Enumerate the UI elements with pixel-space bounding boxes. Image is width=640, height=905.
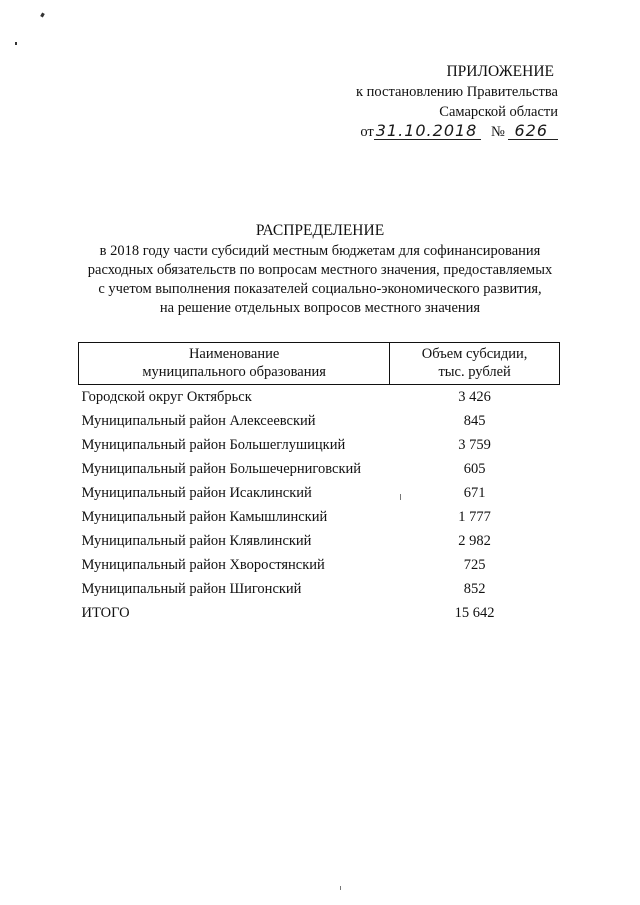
row-municipality: Муниципальный район Камышлинский (81, 509, 328, 525)
row-municipality: Муниципальный район Большечерниговский (81, 461, 362, 477)
appendix-line-resolution: к постановлению Правительства (356, 84, 558, 100)
handwritten-date: 31.10.2018 (374, 123, 482, 140)
row-amount: 725 (463, 557, 486, 573)
row-amount: 2 982 (458, 533, 491, 549)
total-label: ИТОГО (81, 605, 130, 621)
scan-speck (40, 13, 45, 18)
row-municipality: Муниципальный район Шигонский (81, 581, 302, 597)
table-row (79, 529, 560, 553)
row-municipality: Муниципальный район Клявлинский (81, 533, 312, 549)
row-amount: 671 (463, 485, 486, 501)
appendix-line-region: Самарской области (439, 104, 558, 120)
table-row (79, 457, 560, 481)
appendix-block (318, 62, 558, 142)
appendix-title: ПРИЛОЖЕНИЕ (446, 63, 554, 80)
row-municipality: Муниципальный район Большеглушицкий (81, 437, 346, 453)
table-row (79, 505, 560, 529)
header-amount (390, 343, 560, 385)
row-municipality: Городской округ Октябрьск (81, 389, 252, 405)
row-amount: 1 777 (458, 509, 491, 525)
heading-line: на решение отдельных вопросов местного значения (159, 300, 481, 316)
row-amount: 3 759 (458, 437, 491, 453)
row-amount: 852 (463, 581, 486, 597)
number-prefix: № (490, 124, 505, 140)
header-municipality (79, 343, 390, 385)
header-amount-line2: тыс. рублей (438, 364, 511, 380)
heading-line: с учетом выполнения показателей социально-экономического развития, (98, 281, 542, 297)
scan-mark (340, 886, 341, 890)
scan-speck (15, 42, 17, 45)
distribution-table (78, 342, 560, 625)
table-row (79, 385, 560, 410)
row-amount: 605 (463, 461, 486, 477)
table-total-row (79, 601, 560, 625)
row-municipality: Муниципальный район Хворостянский (81, 557, 325, 573)
heading-line: расходных обязательств по вопросам местного значения, предоставляемых (87, 262, 553, 278)
row-amount: 845 (463, 413, 486, 429)
table-row (79, 409, 560, 433)
document-heading (60, 221, 580, 318)
header-municipality-line2: муниципального образования (142, 364, 326, 380)
total-amount: 15 642 (454, 605, 495, 621)
header-amount-line1: Объем субсидии, (421, 346, 528, 362)
table-row (79, 577, 560, 601)
header-municipality-line1: Наименование (188, 346, 280, 362)
row-amount: 3 426 (458, 389, 491, 405)
table-row (79, 481, 560, 505)
row-municipality: Муниципальный район Исаклинский (81, 485, 312, 501)
date-prefix: от (360, 124, 374, 140)
row-municipality: Муниципальный район Алексеевский (81, 413, 316, 429)
appendix-date-number-line (318, 122, 558, 142)
table-header-row (79, 343, 560, 385)
table-row (79, 553, 560, 577)
heading-title: РАСПРЕДЕЛЕНИЕ (255, 222, 385, 239)
handwritten-number: 626 (508, 123, 558, 140)
table-row (79, 433, 560, 457)
heading-line: в 2018 году части субсидий местным бюджетам для софинансирования (99, 243, 541, 259)
